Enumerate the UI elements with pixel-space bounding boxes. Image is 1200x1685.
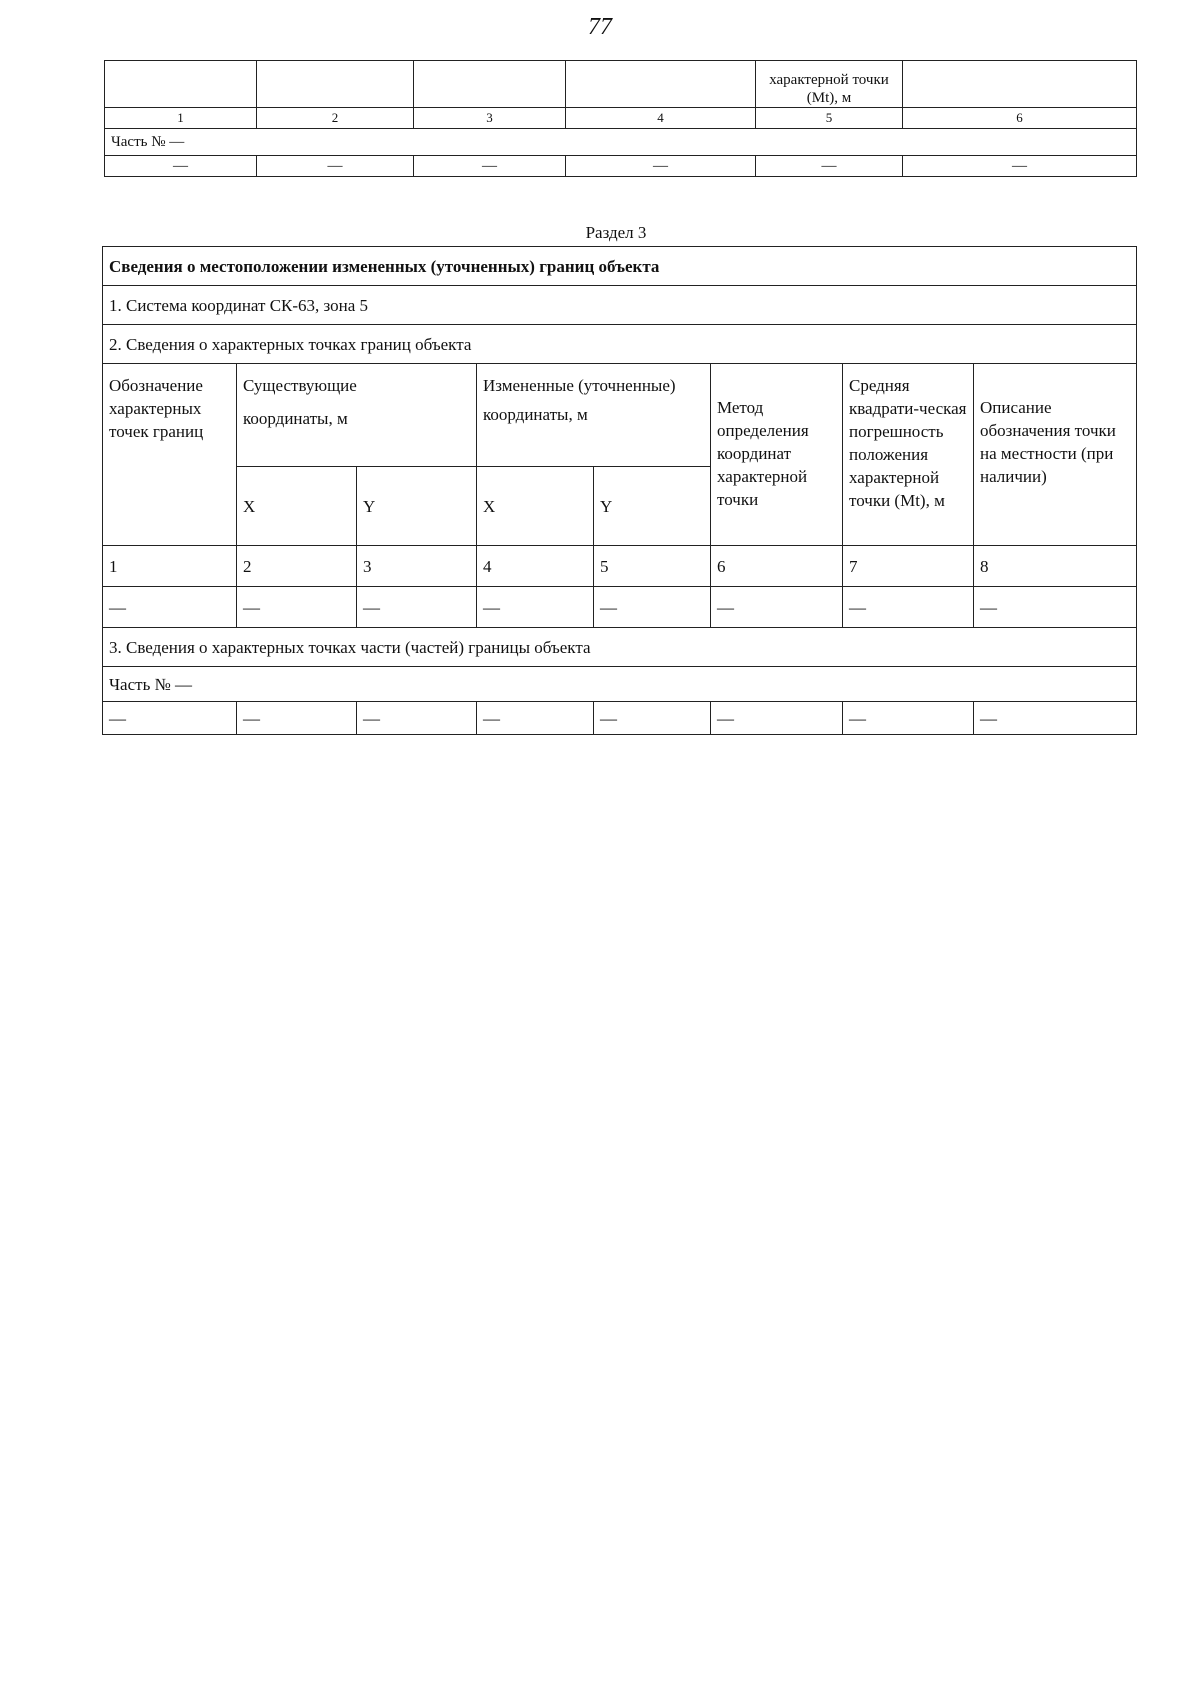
part-label: Часть № —	[103, 667, 1137, 702]
table-cell: —	[414, 156, 566, 177]
header-existing-coords	[237, 364, 477, 467]
header-y-existing: Y	[357, 467, 477, 546]
column-number: 5	[756, 108, 903, 129]
table-cell: —	[105, 156, 257, 177]
column-number: 8	[974, 546, 1137, 587]
header-error: Средняя квадрати-ческая погрешность положения характерной точки (Mt), м	[843, 364, 974, 546]
part-points-heading-row	[103, 628, 1137, 667]
header-cell	[903, 61, 1137, 108]
column-number-row	[103, 546, 1137, 587]
part-label: Часть № —	[105, 129, 1137, 156]
coordinate-system-row	[103, 286, 1137, 325]
table-cell: —	[237, 587, 357, 628]
table-cell: —	[477, 702, 594, 735]
table-cell: —	[756, 156, 903, 177]
table-cell: —	[237, 702, 357, 735]
coordinate-system: 1. Система координат СК-63, зона 5	[103, 286, 1137, 325]
section-label: Раздел 3	[585, 223, 647, 242]
part-row	[105, 129, 1137, 156]
column-number: 7	[843, 546, 974, 587]
column-number: 6	[903, 108, 1137, 129]
table-row	[105, 156, 1137, 177]
table-header-row	[105, 61, 1137, 108]
column-number: 5	[594, 546, 711, 587]
part-row	[103, 667, 1137, 702]
header-cell	[414, 61, 566, 108]
table-cell: —	[974, 587, 1137, 628]
column-number: 1	[105, 108, 257, 129]
header-cell-error: характерной точки (Mt), м	[756, 61, 903, 108]
header-changed-coords	[477, 364, 711, 467]
header-x-existing: X	[237, 467, 357, 546]
continuation-table	[104, 60, 1137, 177]
table-header-row	[103, 364, 1137, 467]
table-cell: —	[357, 587, 477, 628]
header-method: Метод определения координат характерной точки	[711, 364, 843, 546]
table-row	[103, 702, 1137, 735]
header-x-changed: X	[477, 467, 594, 546]
table-cell: —	[103, 587, 237, 628]
page-number: 77	[588, 14, 612, 40]
column-number: 4	[477, 546, 594, 587]
table-cell: —	[711, 702, 843, 735]
header-cell	[105, 61, 257, 108]
header-existing-line1: Существующие	[243, 376, 357, 395]
table-cell: —	[257, 156, 414, 177]
column-number: 2	[257, 108, 414, 129]
header-cell	[257, 61, 414, 108]
column-number: 4	[566, 108, 756, 129]
points-heading: 2. Сведения о характерных точках границ объекта	[103, 325, 1137, 364]
header-description: Описание обозначения точки на местности (при наличии)	[974, 364, 1137, 546]
table-cell: —	[103, 702, 237, 735]
column-number: 3	[414, 108, 566, 129]
points-heading-row	[103, 325, 1137, 364]
table-cell: —	[357, 702, 477, 735]
table-cell: —	[903, 156, 1137, 177]
table-cell: —	[566, 156, 756, 177]
section-title-row	[103, 247, 1137, 286]
column-number: 1	[103, 546, 237, 587]
header-cell	[566, 61, 756, 108]
header-y-changed: Y	[594, 467, 711, 546]
section3-table	[102, 246, 1137, 735]
section-title: Сведения о местоположении измененных (уточненных) границ объекта	[103, 247, 1137, 286]
header-changed-line1: Измененные (уточненные)	[483, 376, 676, 395]
table-cell: —	[843, 702, 974, 735]
table-cell: —	[974, 702, 1137, 735]
column-number: 6	[711, 546, 843, 587]
table-cell: —	[594, 587, 711, 628]
column-number-row	[105, 108, 1137, 129]
part-points-heading: 3. Сведения о характерных точках части (частей) границы объекта	[103, 628, 1137, 667]
table-cell: —	[594, 702, 711, 735]
column-number: 3	[357, 546, 477, 587]
header-changed-line2: координаты, м	[483, 405, 588, 424]
table-row	[103, 587, 1137, 628]
table-cell: —	[711, 587, 843, 628]
header-existing-line2: координаты, м	[243, 409, 348, 428]
header-designation: Обозначение характерных точек границ	[103, 364, 237, 546]
column-number: 2	[237, 546, 357, 587]
table-cell: —	[843, 587, 974, 628]
table-cell: —	[477, 587, 594, 628]
